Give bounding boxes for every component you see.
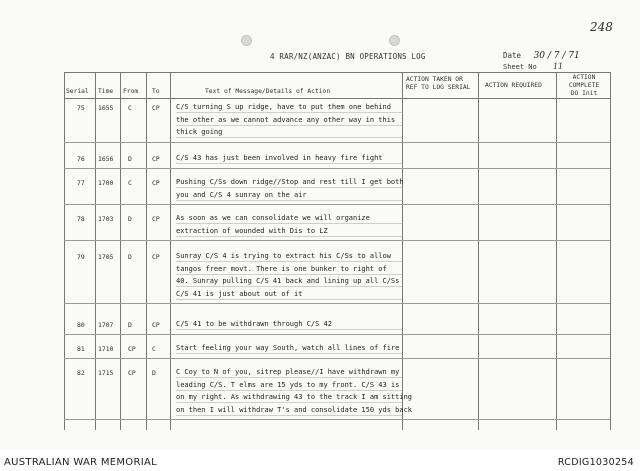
message-line: C/S turning S up ridge, have to put them one behind	[176, 103, 391, 111]
column-divider	[170, 72, 171, 430]
row-serial: 82	[77, 369, 85, 377]
date-field	[503, 51, 580, 61]
row-time: 1710	[98, 345, 114, 353]
message-line: C/S 43 has just been involved in heavy fire fight	[176, 154, 383, 162]
row-serial: 81	[77, 345, 85, 353]
message-ruling	[176, 329, 402, 330]
message-line: Start feeling your way South, watch all lines of fire	[176, 344, 400, 352]
row-time: 1707	[98, 321, 114, 329]
row-time: 1705	[98, 253, 114, 261]
document-reference: RCDIG1030254	[557, 457, 634, 468]
row-time: 1715	[98, 369, 114, 377]
row-separator	[64, 204, 610, 205]
column-divider	[95, 72, 96, 430]
date-label: Date	[503, 51, 522, 60]
row-separator	[64, 358, 610, 359]
header-action-required: ACTION REQUIRED	[485, 82, 542, 89]
message-ruling	[176, 236, 402, 237]
archive-name: AUSTRALIAN WAR MEMORIAL	[4, 457, 157, 468]
header-time: Time	[98, 88, 114, 95]
handwritten-page-number: 248	[590, 20, 613, 34]
row-serial: 77	[77, 179, 85, 187]
header-action-taken-line1: ACTION TAKEN OR	[406, 76, 463, 83]
row-serial: 80	[77, 321, 85, 329]
row-time: 1655	[98, 104, 114, 112]
row-from: D	[128, 215, 132, 223]
header-action-complete-line1: ACTION	[572, 74, 596, 81]
message-ruling	[176, 353, 402, 354]
punch-hole-left	[241, 35, 252, 46]
message-ruling	[176, 137, 402, 138]
header-serial: Serial	[66, 88, 89, 95]
date-value: 30 / 7 / 71	[533, 51, 580, 61]
header-text: Text of Message/Details of Action	[205, 88, 331, 95]
message-line: extraction of wounded with Dis to LZ	[176, 226, 328, 235]
row-separator	[64, 142, 610, 143]
row-from: CP	[128, 369, 136, 377]
sheet-value: 11	[552, 62, 564, 71]
row-to: CP	[152, 104, 160, 112]
column-divider	[120, 72, 121, 430]
row-time: 1700	[98, 179, 114, 187]
row-to: CP	[152, 155, 160, 163]
row-from: C	[128, 179, 132, 187]
header-action-complete	[560, 74, 608, 98]
row-to: CP	[152, 215, 160, 223]
row-from: D	[128, 253, 132, 261]
sheet-number-field	[503, 62, 563, 71]
header-from: From	[123, 88, 139, 95]
message-line: As soon as we can consolidate we will organize	[176, 214, 370, 222]
header-action-complete-line3: DO Init	[570, 90, 598, 97]
message-line: on then I will withdraw T's and consolidate 150 yds back	[176, 405, 413, 414]
message-ruling	[176, 415, 402, 416]
row-separator	[64, 303, 610, 304]
row-to: C	[152, 345, 156, 353]
row-time: 1656	[98, 155, 114, 163]
row-time: 1703	[98, 215, 114, 223]
archive-footer	[0, 450, 640, 471]
message-line: C Coy to N of you, sitrep please//I have withdrawn my	[176, 368, 400, 376]
message-line: leading C/S. T elms are 15 yds to my front. C/S 43 is	[176, 380, 400, 389]
row-separator	[64, 168, 610, 169]
row-to: CP	[152, 179, 160, 187]
row-serial: 76	[77, 155, 85, 163]
row-to: CP	[152, 253, 160, 261]
row-to: CP	[152, 321, 160, 329]
message-line: tangos freer movt. There is one bunker to right of	[176, 264, 387, 273]
row-separator	[64, 240, 610, 241]
table-right-border	[610, 72, 611, 430]
row-serial: 75	[77, 104, 85, 112]
log-title: 4 RAR/NZ(ANZAC) BN OPERATIONS LOG	[270, 52, 426, 61]
row-from: CP	[128, 345, 136, 353]
message-line: C/S 41 is just about out of it	[176, 289, 303, 298]
message-line: the other as we cannot advance any other way in this	[176, 115, 396, 124]
row-from: D	[128, 155, 132, 163]
message-ruling	[176, 200, 402, 201]
message-ruling	[176, 299, 402, 300]
message-line: Pushing C/Ss down ridge//Stop and rest till I get both	[176, 178, 404, 186]
row-from: C	[128, 104, 132, 112]
row-separator	[64, 334, 610, 335]
message-line: Sunray C/S 4 is trying to extract his C/Ss to allow	[176, 252, 391, 260]
message-ruling	[176, 163, 402, 164]
punch-hole-right	[389, 35, 400, 46]
table-left-border	[64, 72, 65, 430]
column-divider	[146, 72, 147, 430]
column-divider	[478, 72, 479, 430]
header-action-taken-line2: REF TO LOG SERIAL	[406, 84, 471, 91]
message-line: thick going	[176, 128, 223, 136]
row-serial: 79	[77, 253, 85, 261]
header-to: To	[152, 88, 160, 95]
sheet-label: Sheet No	[503, 63, 537, 71]
message-line: 40. Sunray pulling C/S 41 back and lining up all C/Ss	[176, 277, 400, 285]
header-action-complete-line2: COMPLETE	[568, 82, 600, 89]
message-line: on my right. As withdrawing 43 to the track I am sitting	[176, 393, 413, 401]
row-serial: 78	[77, 215, 85, 223]
column-divider	[556, 72, 557, 430]
message-line: C/S 41 to be withdrawn through C/S 42	[176, 320, 332, 328]
column-divider	[402, 72, 403, 430]
row-to: D	[152, 369, 156, 377]
row-separator	[64, 419, 610, 420]
row-from: D	[128, 321, 132, 329]
message-line: you and C/S 4 sunray on the air	[176, 190, 307, 199]
header-action-taken	[406, 76, 470, 92]
